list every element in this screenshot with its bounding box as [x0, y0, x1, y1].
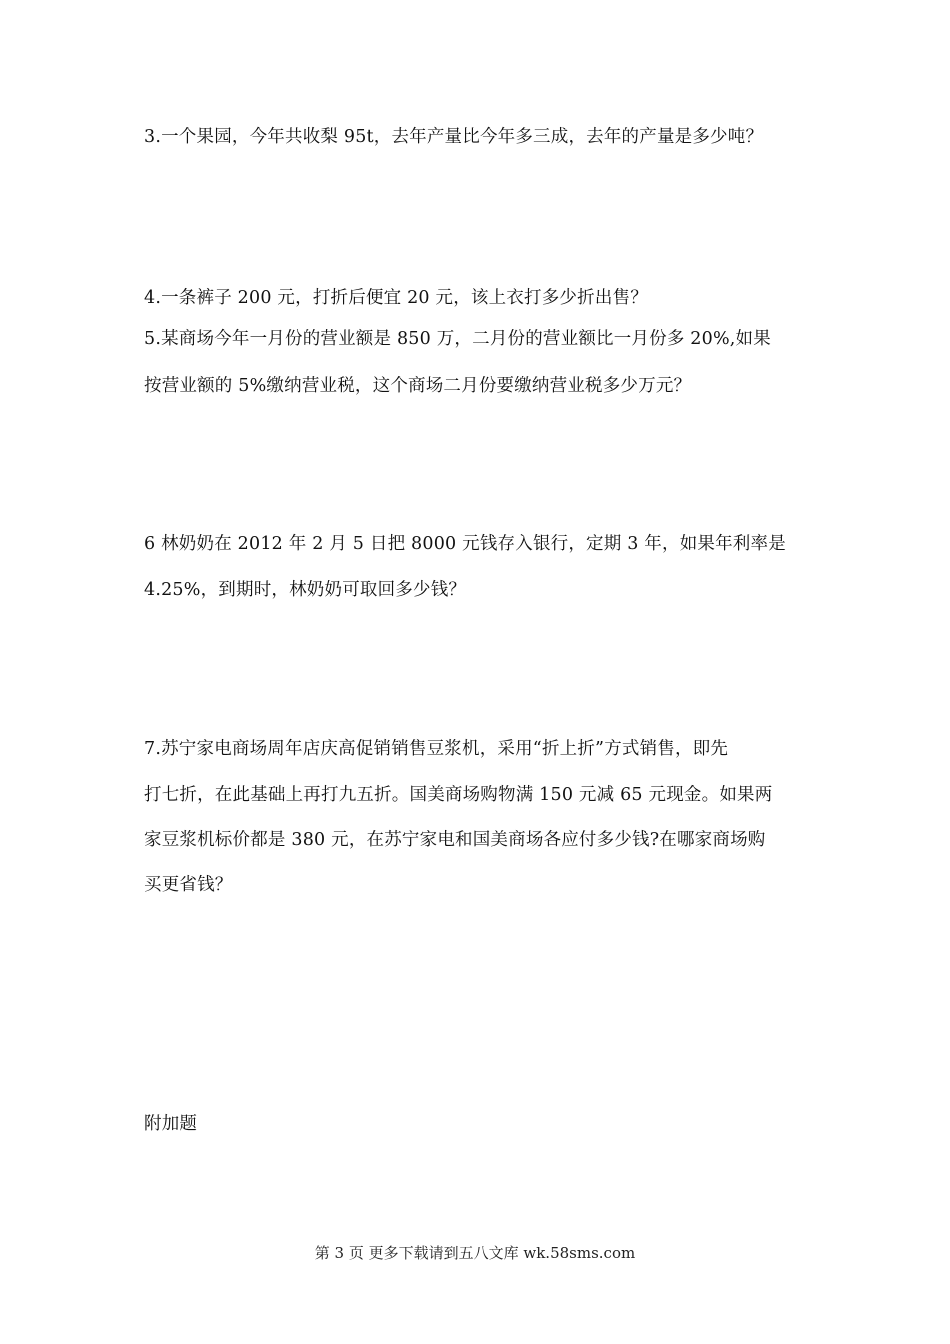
- question-5-line-2: 按营业额的 5%缴纳营业税，这个商场二月份要缴纳营业税多少万元？: [144, 376, 692, 396]
- question-7-line-1: 7.苏宁家电商场周年店庆高促销销售豆浆机，采用“折上折”方式销售，即先: [144, 739, 729, 759]
- question-7-line-3: 家豆浆机标价都是 380 元，在苏宁家电和国美商场各应付多少钱?在哪家商场购: [144, 830, 766, 850]
- question-4-line-1: 4.一条裤子 200 元，打折后便宜 20 元，该上衣打多少折出售？: [144, 288, 648, 308]
- question-6-line-2: 4.25%，到期时，林奶奶可取回多少钱？: [144, 580, 467, 600]
- page-footer: 第 3 页 更多下载请到五八文库 wk.58sms.com: [314, 1244, 636, 1262]
- question-6-line-1: 6 林奶奶在 2012 年 2 月 5 日把 8000 元钱存入银行，定期 3 年，如果年利率是: [144, 534, 786, 554]
- question-7-line-4: 买更省钱？: [144, 875, 233, 895]
- question-7-line-2: 打七折，在此基础上再打九五折。国美商场购物满 150 元减 65 元现金。如果两: [144, 785, 773, 805]
- question-5-line-1: 5.某商场今年一月份的营业额是 850 万，二月份的营业额比一月份多 20%,如果: [144, 329, 771, 349]
- bonus-section-title: 附加题: [144, 1114, 198, 1134]
- question-3-line-1: 3.一个果园，今年共收梨 95t，去年产量比今年多三成，去年的产量是多少吨？: [144, 127, 764, 147]
